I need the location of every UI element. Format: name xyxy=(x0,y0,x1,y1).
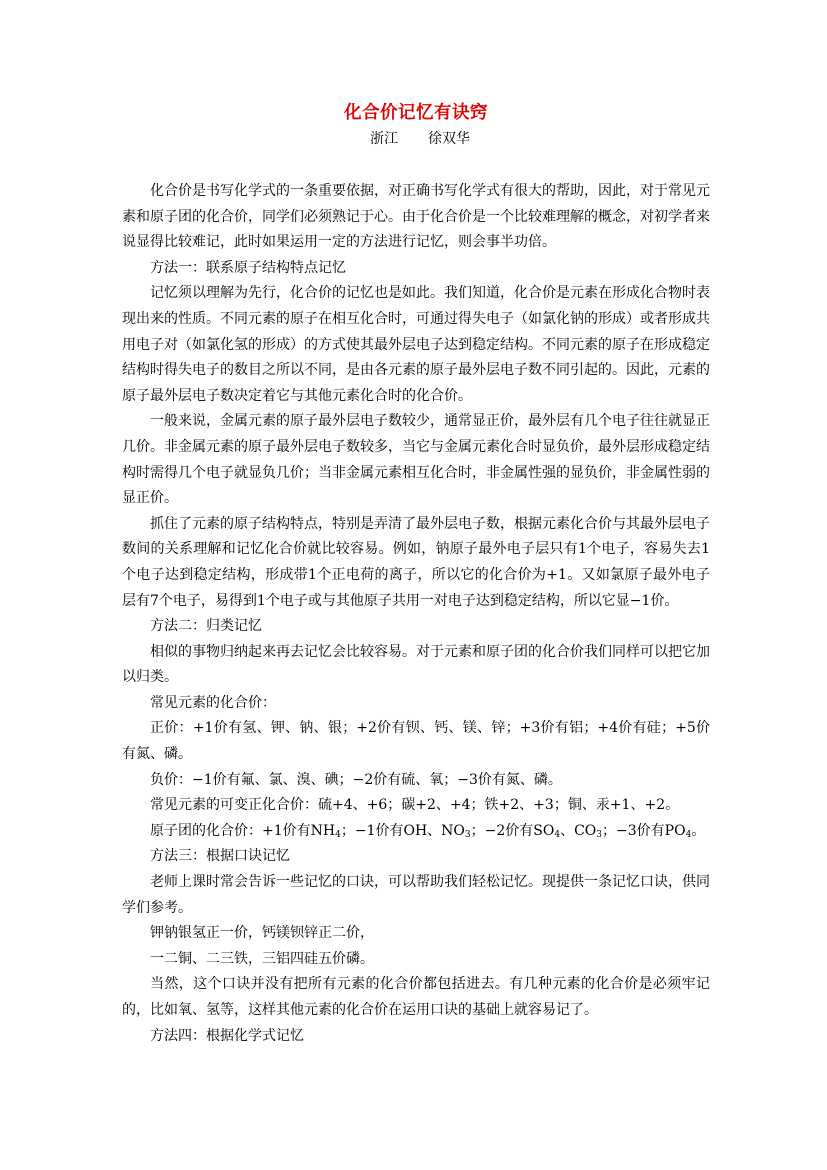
body-paragraph: 抓住了元素的原子结构特点，特别是弄清了最外层电子数，根据元素化合价与其最外层电子数间的关系理解和记忆化合价就比较容易。例如，钠原子最外电子层只有1个电子，容易失去1个电子达到稳定结构，形成带1个正电荷的离子，所以它的化合价为+1。又如氯原子最外电子层有7个电子，易得到1个电子或与其他原子共用一对电子达到稳定结构，所以它显−1价。 xyxy=(122,515,710,609)
body-paragraph: 记忆须以理解为先行，化合价的记忆也是如此。我们知道，化合价是元素在形成化合物时表现出来的性质。不同元素的原子在相互化合时，可通过得失电子（如氯化钠的形成）或者形成共用电子对（如氯化氢的形成）的方式使其最外层电子达到稳定结构。不同元素的原子在形成稳定结构时得失电子的数目之所以不同，是由各元素的原子最外层电子数不同引起的。因此，元素的原子最外层电子数决定着它与其他元素化合时的化合价。 xyxy=(122,285,710,404)
list-heading: 常见元素的化合价： xyxy=(150,694,276,711)
method-two-heading: 方法二：归类记忆 xyxy=(150,618,262,635)
formula-so4-sub: 4 xyxy=(554,829,561,840)
variable-valence-line: 常见元素的可变正化合价：硫+4、+6；碳+2、+4；铁+2、+3；铜、汞+1、+2。 xyxy=(150,797,680,814)
body-paragraph: 老师上课时常会告诉一些记忆的口诀，可以帮助我们轻松记忆。现提供一条记忆口诀，供同学们参考。 xyxy=(122,874,710,916)
body-paragraph: 相似的事物归纳起来再去记忆会比较容易。对于元素和原子团的化合价我们同样可以把它加以归类。 xyxy=(122,643,710,686)
method-three-heading: 方法三：根据口诀记忆 xyxy=(150,848,290,865)
body-paragraph: 一般来说，金属元素的原子最外层电子数较少，通常显正价，最外层有几个电子往往就显正几价。非金属元素的原子最外层电子数较多，当它与金属元素化合时显负价，最外层形成稳定结构时需得几个电子就显负几价；当非金属元素相互化合时，非金属性强的显负价，非金属性弱的显正价。 xyxy=(122,413,710,507)
author-place: 浙江 xyxy=(370,131,398,147)
document-body xyxy=(122,179,710,1049)
author-line xyxy=(122,126,710,152)
radical-prefix: 原子团的化合价：+1价有 xyxy=(150,822,311,839)
radical-valence-line: 原子团的化合价：+1价有$NH_4$；−1价有OH、$NO_3$；−2价有$SO_4$、$CO_3$；−3价有$PO_4$。 xyxy=(150,822,706,840)
document-page xyxy=(122,100,710,1049)
document-title: 化合价记忆有诀窍 xyxy=(344,103,488,123)
intro-paragraph: 化合价是书写化学式的一条重要依据，对正确书写化学式有很大的帮助，因此，对于常见元素和原子团的化合价，同学们必须熟记于心。由于化合价是一个比较难理解的概念，对初学者来说显得比较难记，此时如果运用一定的方法进行记忆，则会事半功倍。 xyxy=(122,183,710,251)
negative-valence-line: 负价：−1价有氟、氯、溴、碘；−2价有硫、氧；−3价有氮、磷。 xyxy=(150,771,562,788)
mnemonic-line: 钾钠银氢正一价，钙镁钡锌正二价， xyxy=(150,925,374,942)
method-one-heading: 方法一：联系原子结构特点记忆 xyxy=(150,259,346,276)
formula-po4-sub: 4 xyxy=(685,829,692,840)
author-name: 徐双华 xyxy=(428,131,470,147)
formula-no3-sub: 3 xyxy=(464,829,471,840)
method-four-heading: 方法四：根据化学式记忆 xyxy=(150,1027,304,1044)
formula-nh4: $NH_4$ xyxy=(310,822,341,840)
mnemonic-line: 一二铜、二三铁，三铝四硅五价磷。 xyxy=(150,950,374,967)
positive-valence-line: 正价：+1价有氢、钾、钠、银；+2价有钡、钙、镁、锌；+3价有铝；+4价有硅；+5价有氮、磷。 xyxy=(122,720,710,763)
body-paragraph: 当然，这个口诀并没有把所有元素的化合价都包括进去。有几种元素的化合价是必须牢记的，比如氧、氢等，这样其他元素的化合价在运用口诀的基础上就容易记了。 xyxy=(122,976,710,1018)
formula-co3-sub: 3 xyxy=(596,829,603,840)
